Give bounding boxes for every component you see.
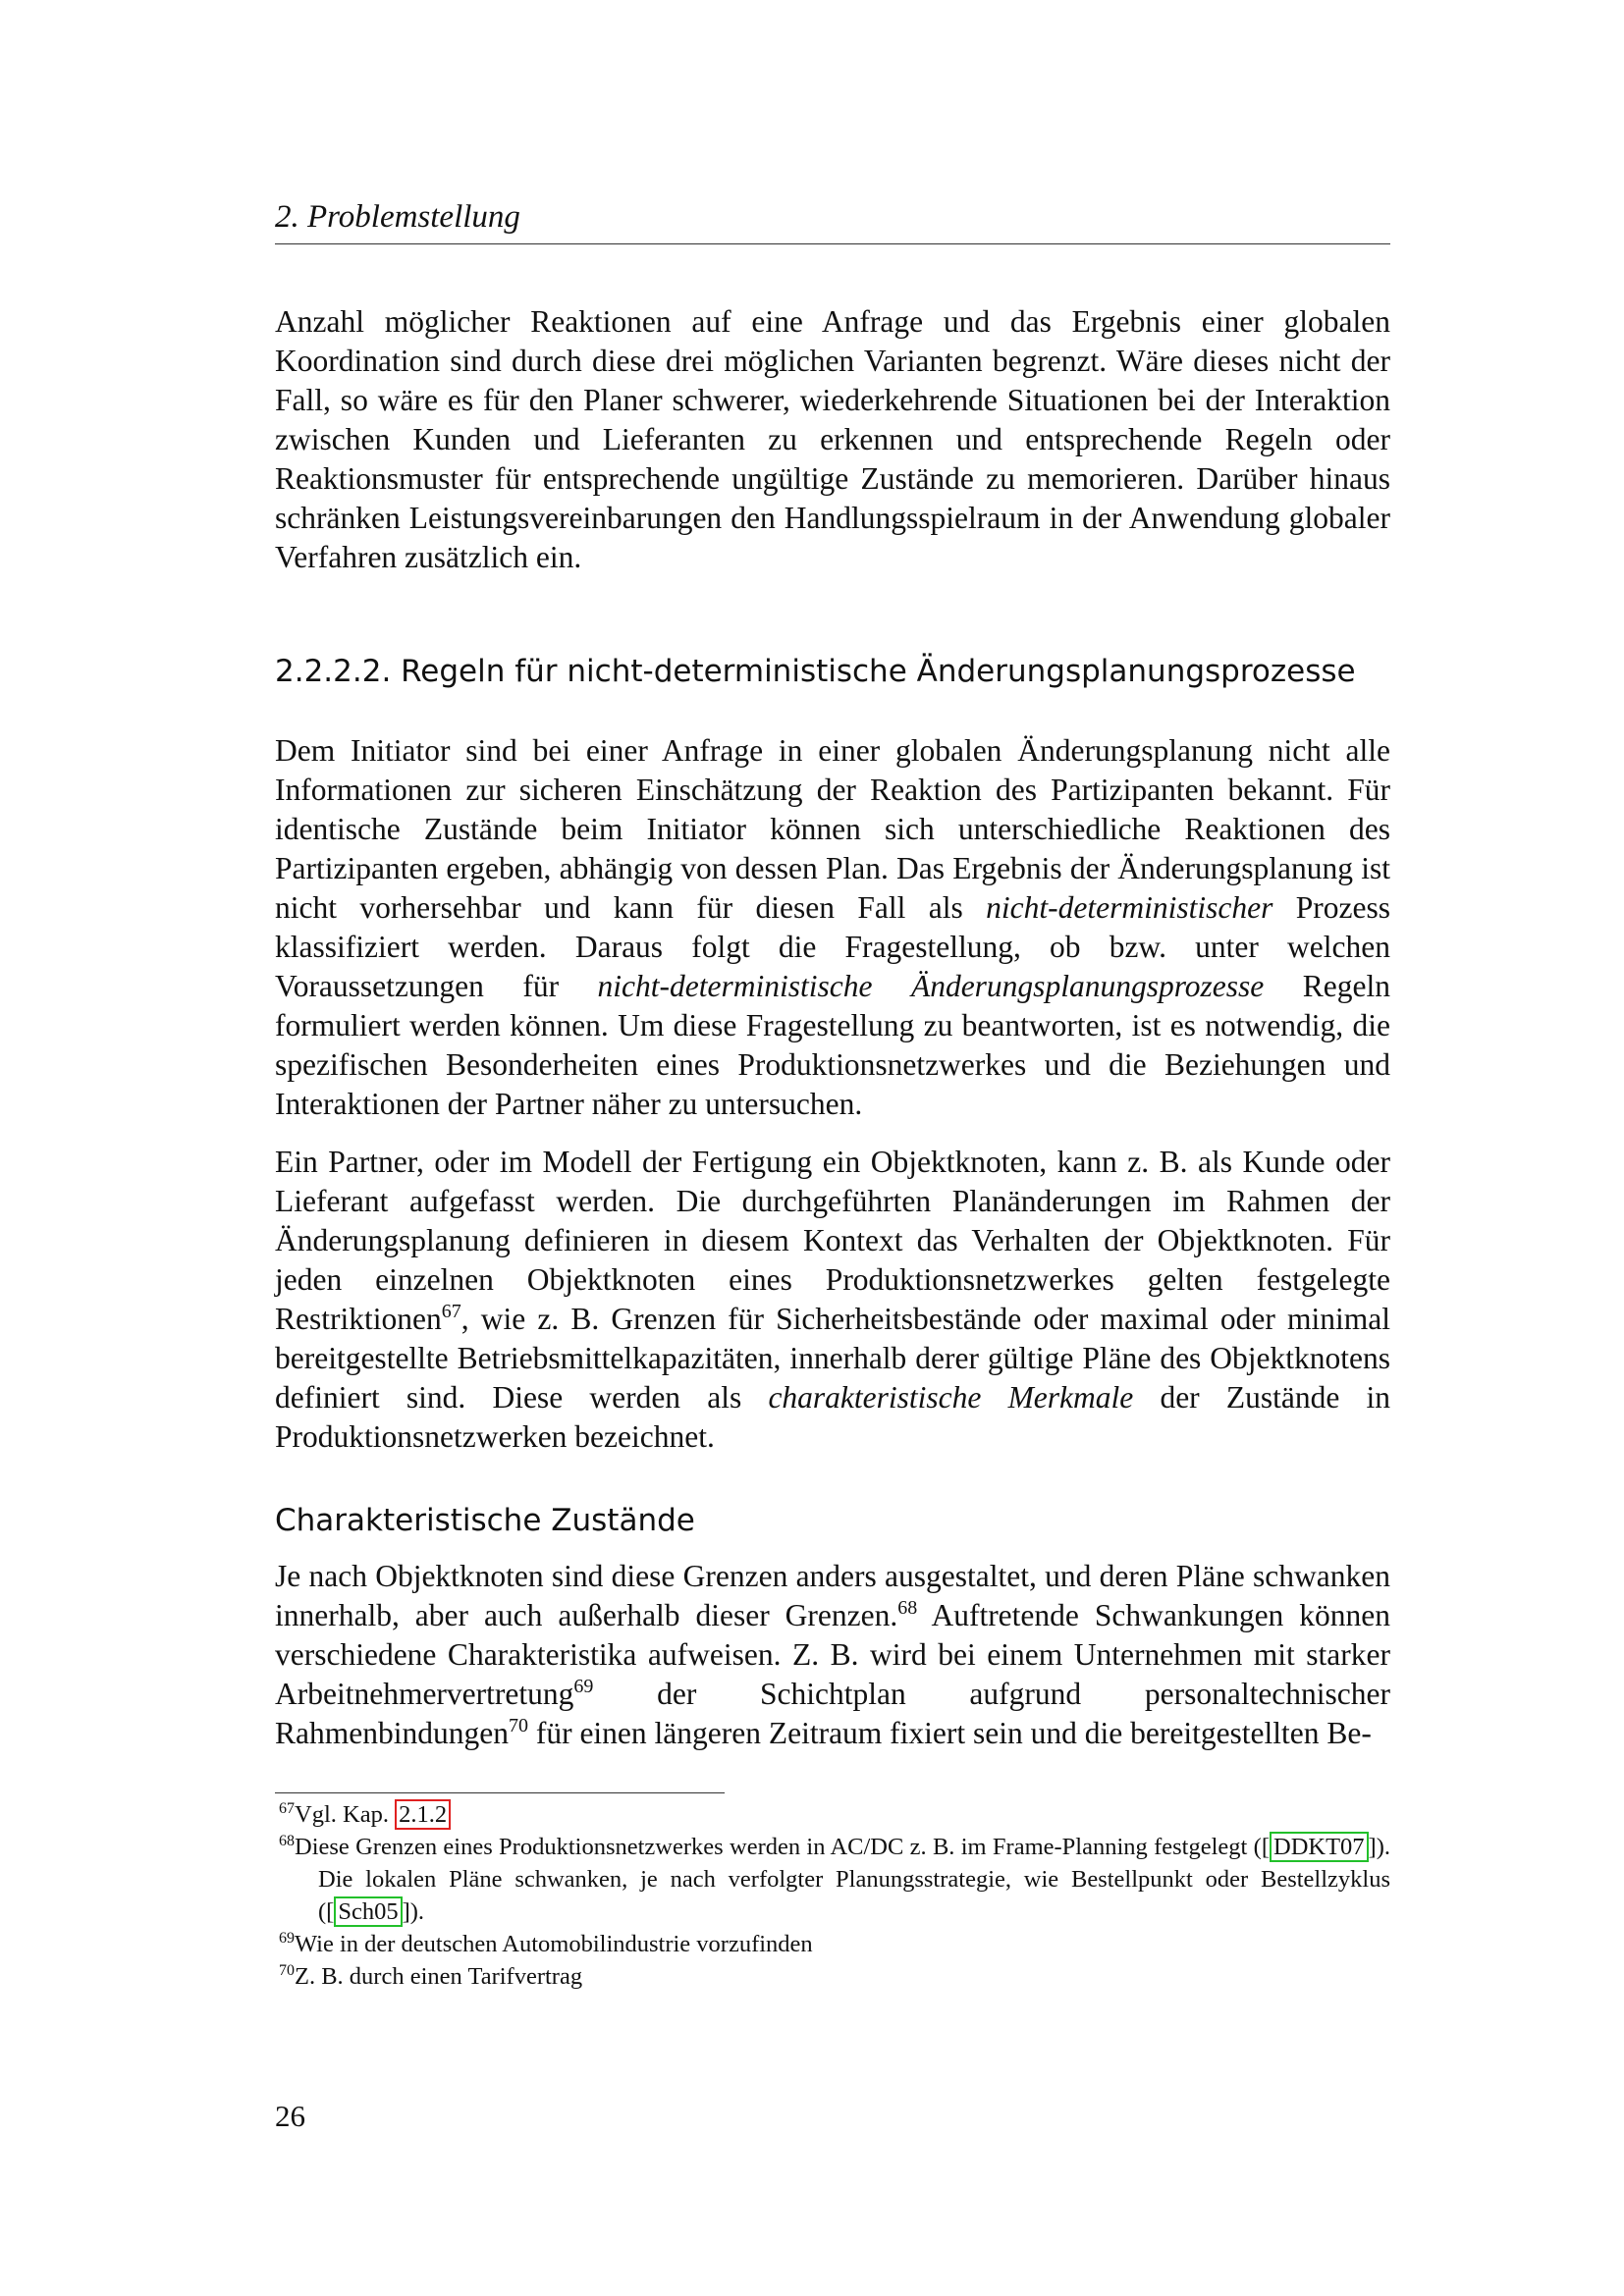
- footnote-67: $^{67}$Vgl. Kap. 2.1.2: [275, 1798, 1390, 1831]
- intro-paragraph-block: [275, 302, 1390, 596]
- subsection-body: [275, 1557, 1390, 1772]
- emphasis-term: nicht-deterministische Änderungsplanungsprozesse: [597, 969, 1265, 1003]
- intro-paragraph: Anzahl möglicher Reaktionen auf eine Anfrage und das Ergebnis einer globalen Koordination sind durch diese drei möglichen Varianten begrenzt. Wäre dieses nicht der Fall, so wäre es für den Planer schwerer, wiederkehrende Situationen bei der Interaktion zwischen Kunden und Lieferanten zu erkennen und entsprechende Regeln oder Reaktionsmuster für entsprechende ungültige Zustände zu memorieren. Darüber hinaus schränken Leistungsvereinbarungen den Handlungsspielraum in der Anwendung globaler Verfahren zusätzlich ein.: [275, 304, 1390, 574]
- footnote-68: $^{68}$Diese Grenzen eines Produktionsnetzwerkes werden in AC/DC z. B. im Frame-Planning festgelegt ([ DDKT07 ]). Die lokalen Pläne schwanken, je nach verfolgter Planungsstrategie, wie Bestellpunkt oder Bestellzyklus ([ Sch05 ]).: [279, 1833, 1390, 1925]
- emphasis-term: nicht-deterministischer: [986, 890, 1273, 925]
- section-heading: 2.2.2.2. Regeln für nicht-deterministische Änderungsplanungsprozesse: [275, 654, 1356, 689]
- paragraph-nondeterministic: Dem Initiator sind bei einer Anfrage in einer globalen Änderungsplanung nicht alle Informationen zur sicheren Einschätzung der Reaktion des Partizipanten bekannt. Für identische Zustände beim Initiator können sich unterschiedliche Reaktionen des Partizipanten ergeben, abhängig von dessen Plan. Das Ergebnis der Änderungsplanung ist nicht vorhersehbar und kann für diesen Fall als nicht-deterministischer Prozess klassifiziert werden. Daraus folgt die Fragestellung, ob bzw. unter welchen Voraussetzungen für nicht-deterministische Änderungsplanungsprozesse Regeln formuliert werden können. Um diese Fragestellung zu beantworten, ist es notwendig, die spezifischen Besonderheiten eines Produktionsnetzwerkes und die Beziehungen und Interaktionen der Partner näher zu untersuchen.: [275, 733, 1390, 1121]
- subheading-charakteristische-zustaende: Charakteristische Zustände: [275, 1503, 695, 1538]
- section-body: [275, 731, 1390, 1475]
- footnote-marker-70[interactable]: 70: [508, 1715, 528, 1736]
- chapter-link[interactable]: 2.1.2: [395, 1799, 451, 1830]
- page-number: 26: [275, 2099, 305, 2133]
- footnote-69: $^{69}$Wie in der deutschen Automobilindustrie vorzufinden: [279, 1930, 813, 1957]
- footnote-marker-67[interactable]: 67: [441, 1301, 461, 1322]
- paragraph-schwankungen: Je nach Objektknoten sind diese Grenzen anders ausgestaltet, und deren Pläne schwanken innerhalb, aber auch außerhalb dieser Grenzen.$^{68}$ Auftretende Schwankungen können verschiedene Charakteristika aufweisen. Z. B. wird bei einem Unternehmen mit starker Arbeitnehmervertretung$^{69}$ der Schichtplan aufgrund personaltechnischer Rahmenbindungen$^{70}$ für einen längeren Zeitraum fixiert sein und die bereitgestellten Be-: [275, 1559, 1390, 1750]
- citation-link-ddkt07[interactable]: DDKT07: [1270, 1832, 1369, 1862]
- citation-link-sch05[interactable]: Sch05: [334, 1896, 402, 1927]
- footnote-marker-68[interactable]: 68: [897, 1597, 918, 1619]
- footnote-70: $^{70}$Z. B. durch einen Tarifvertrag: [279, 1962, 583, 1990]
- running-header: 2. Problemstellung: [275, 194, 1390, 244]
- footnotes: [275, 1798, 1390, 1993]
- footnote-divider: [275, 1792, 725, 1793]
- emphasis-term: charakteristische Merkmale: [768, 1380, 1134, 1415]
- footnote-marker-69[interactable]: 69: [573, 1676, 594, 1697]
- paragraph-objektknoten: Ein Partner, oder im Modell der Fertigung ein Objektknoten, kann z. B. als Kunde oder Lieferant aufgefasst werden. Die durchgeführten Planänderungen im Rahmen der Änderungsplanung definieren in diesem Kontext das Verhalten der Objektknoten. Für jeden einzelnen Objektknoten eines Produktionsnetzwerkes gelten festgelegte Restriktionen$^{67}$, wie z. B. Grenzen für Sicherheitsbestände oder maximal oder minimal bereitgestellte Betriebsmittelkapazitäten, innerhalb derer gültige Pläne des Objektknotens definiert sind. Diese werden als charakteristische Merkmale der Zustände in Produktionsnetzwerken bezeichnet.: [275, 1145, 1391, 1454]
